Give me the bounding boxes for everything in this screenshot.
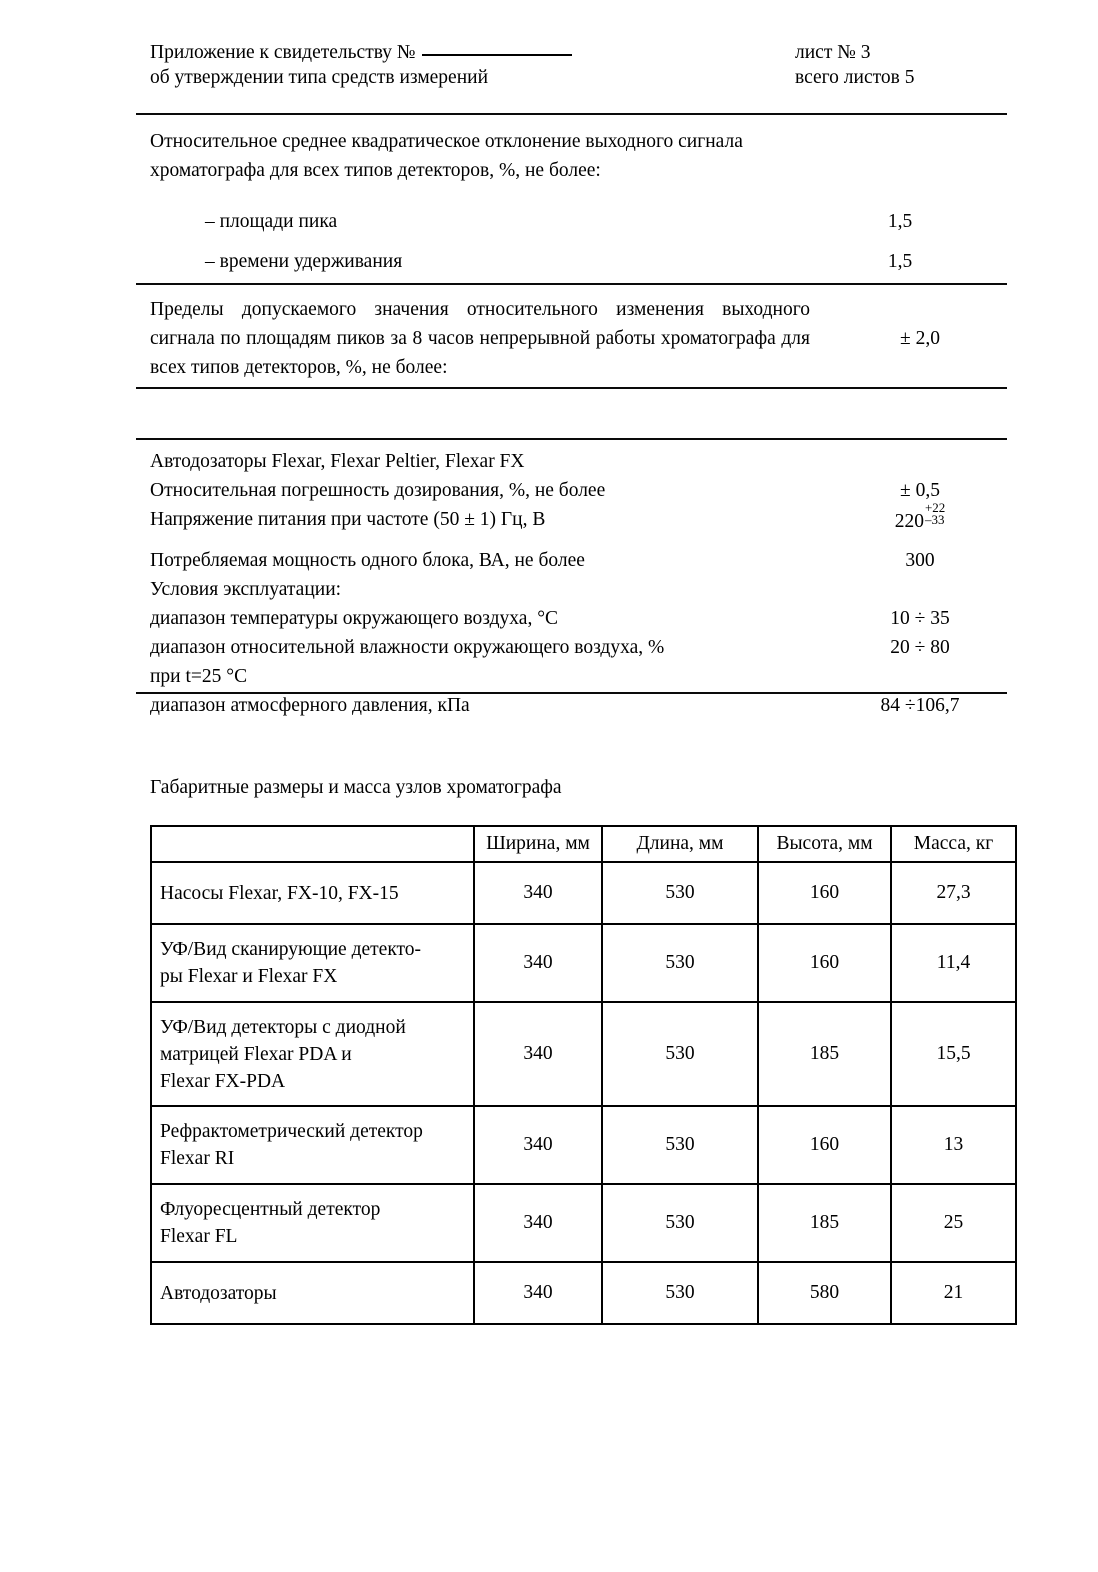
row-length-uv-pda: 530 (602, 1002, 758, 1106)
row-name-refractometric: Рефрактометрический детектор Flexar RI (151, 1106, 474, 1184)
spec-pressure-range-label: диапазон атмосферного давления, кПа (150, 695, 470, 716)
spec-supply-voltage-nominal: 220 (894, 511, 924, 532)
spec-supply-voltage-value (840, 500, 1000, 536)
row-width-fluorescence: 340 (474, 1184, 602, 1262)
row-name-uv-pda: УФ/Вид детекторы с диодной матрицей Flexar PDA и Flexar FX-PDA (151, 1002, 474, 1106)
spec-humidity-range-label: диапазон относительной влажности окружающего воздуха, % (150, 637, 665, 658)
section-rsd-output-signal (150, 127, 1010, 287)
section2-value: ± 2,0 (900, 328, 940, 349)
column-header-length: Длина, мм (602, 826, 758, 862)
section-signal-drift-limits (150, 295, 1010, 382)
header-certificate-line (150, 40, 795, 65)
spec-power-consumption-label: Потребляемая мощность одного блока, ВА, не более (150, 550, 585, 571)
row-mass-refractometric: 13 (891, 1106, 1016, 1184)
section1-item-retention-time-label: – времени удерживания (205, 251, 403, 272)
spec-dosing-accuracy (150, 476, 1010, 505)
spec-power-consumption (150, 546, 1010, 575)
table-row (151, 1184, 1016, 1262)
spec-supply-voltage (150, 500, 1010, 534)
section1-item-peak-area-value: 1,5 (887, 211, 913, 232)
table-row (151, 1002, 1016, 1106)
spec-pressure-range (150, 691, 1010, 720)
spec-power-consumption-value: 300 (905, 550, 935, 571)
row-height-autosamplers: 580 (758, 1262, 891, 1324)
header-sheet-number: лист № 3 (795, 42, 871, 63)
row-mass-uv-pda: 15,5 (891, 1002, 1016, 1106)
header-certificate-label: Приложение к свидетельству № (150, 42, 416, 63)
spec-supply-voltage-lower: –33 (924, 512, 945, 527)
section1-item-peak-area (150, 207, 1010, 247)
header-left-column (150, 40, 795, 90)
row-name-autosamplers: Автодозаторы (151, 1262, 474, 1324)
spec-humidity-range (150, 633, 1010, 662)
row-name-pumps: Насосы Flexar, FX-10, FX-15 (151, 862, 474, 924)
row-mass-fluorescence: 25 (891, 1184, 1016, 1262)
dimensions-table-body (151, 862, 1016, 1324)
column-header-component (151, 826, 474, 862)
autosampler-title: Автодозаторы Flexar, Flexar Peltier, Flexar FX (150, 451, 525, 472)
row-height-uv-scanning: 160 (758, 924, 891, 1002)
dimensions-table (150, 825, 1017, 1325)
section1-item-retention-time-value: 1,5 (887, 251, 913, 272)
page-header (150, 40, 1010, 90)
spec-supply-voltage-label: Напряжение питания при частоте (50 ± 1) Гц, В (150, 509, 546, 530)
row-mass-uv-scanning: 11,4 (891, 924, 1016, 1002)
row-name-uv-scanning: УФ/Вид сканирующие детекто- ры Flexar и Flexar FX (151, 924, 474, 1002)
table-row (151, 1262, 1016, 1324)
row-length-autosamplers: 530 (602, 1262, 758, 1324)
row-height-fluorescence: 185 (758, 1184, 891, 1262)
spec-dosing-accuracy-label: Относительная погрешность дозирования, %, не более (150, 480, 606, 501)
spec-temperature-range-label: диапазон температуры окружающего воздуха, °С (150, 608, 559, 629)
row-mass-pumps: 27,3 (891, 862, 1016, 924)
spec-temperature-range-value: 10 ÷ 35 (890, 608, 950, 629)
horizontal-rule-section2-bottom (136, 387, 1007, 389)
spec-humidity-range-value: 20 ÷ 80 (890, 637, 950, 658)
table-header-row (151, 826, 1016, 862)
column-header-width: Ширина, мм (474, 826, 602, 862)
header-right-column (795, 40, 1010, 90)
row-height-uv-pda: 185 (758, 1002, 891, 1106)
horizontal-rule-section3-top (136, 438, 1007, 440)
dimensions-table-head (151, 826, 1016, 862)
row-width-autosamplers: 340 (474, 1262, 602, 1324)
dimensions-table-caption: Габаритные размеры и масса узлов хроматографа (150, 777, 562, 798)
section1-paragraph: Относительное среднее квадратическое отклонение выходного сигнала хроматографа для всех типов детекторов, %, не более: (150, 131, 743, 181)
section2-paragraph: Пределы допускаемого значения относительного изменения выходного сигнала по площадям пиков за 8 часов непрерывной работы хроматографа для всех типов детекторов, %, не более: (150, 299, 810, 378)
row-height-refractometric: 160 (758, 1106, 891, 1184)
row-length-uv-scanning: 530 (602, 924, 758, 1002)
spec-operating-conditions-title: Условия эксплуатации: (150, 579, 342, 600)
table-row (151, 1106, 1016, 1184)
table-row (151, 924, 1016, 1002)
section1-item-peak-area-label: – площади пика (205, 211, 338, 232)
row-length-fluorescence: 530 (602, 1184, 758, 1262)
spec-dosing-accuracy-value: ± 0,5 (900, 480, 940, 501)
row-width-uv-scanning: 340 (474, 924, 602, 1002)
certificate-number-blank (422, 42, 572, 56)
row-width-uv-pda: 340 (474, 1002, 602, 1106)
header-total-sheets: всего листов 5 (795, 67, 915, 88)
row-length-pumps: 530 (602, 862, 758, 924)
row-mass-autosamplers: 21 (891, 1262, 1016, 1324)
table-row (151, 862, 1016, 924)
column-header-mass: Масса, кг (891, 826, 1016, 862)
row-name-fluorescence: Флуоресцентный детектор Flexar FL (151, 1184, 474, 1262)
spec-supply-voltage-upper: +22 (924, 500, 946, 515)
horizontal-rule-top (136, 113, 1007, 115)
section1-item-retention-time (150, 247, 1010, 287)
spec-pressure-range-value: 84 ÷106,7 (880, 695, 960, 716)
section-autosampler-specs (150, 447, 1010, 720)
row-width-pumps: 340 (474, 862, 602, 924)
row-length-refractometric: 530 (602, 1106, 758, 1184)
spec-temperature-range (150, 604, 1010, 633)
spec-supply-voltage-tolerance (925, 502, 945, 526)
header-subtitle: об утверждении типа средств измерений (150, 67, 489, 88)
row-width-refractometric: 340 (474, 1106, 602, 1184)
spec-humidity-temperature-note: при t=25 °С (150, 666, 248, 687)
row-height-pumps: 160 (758, 862, 891, 924)
column-header-height: Высота, мм (758, 826, 891, 862)
